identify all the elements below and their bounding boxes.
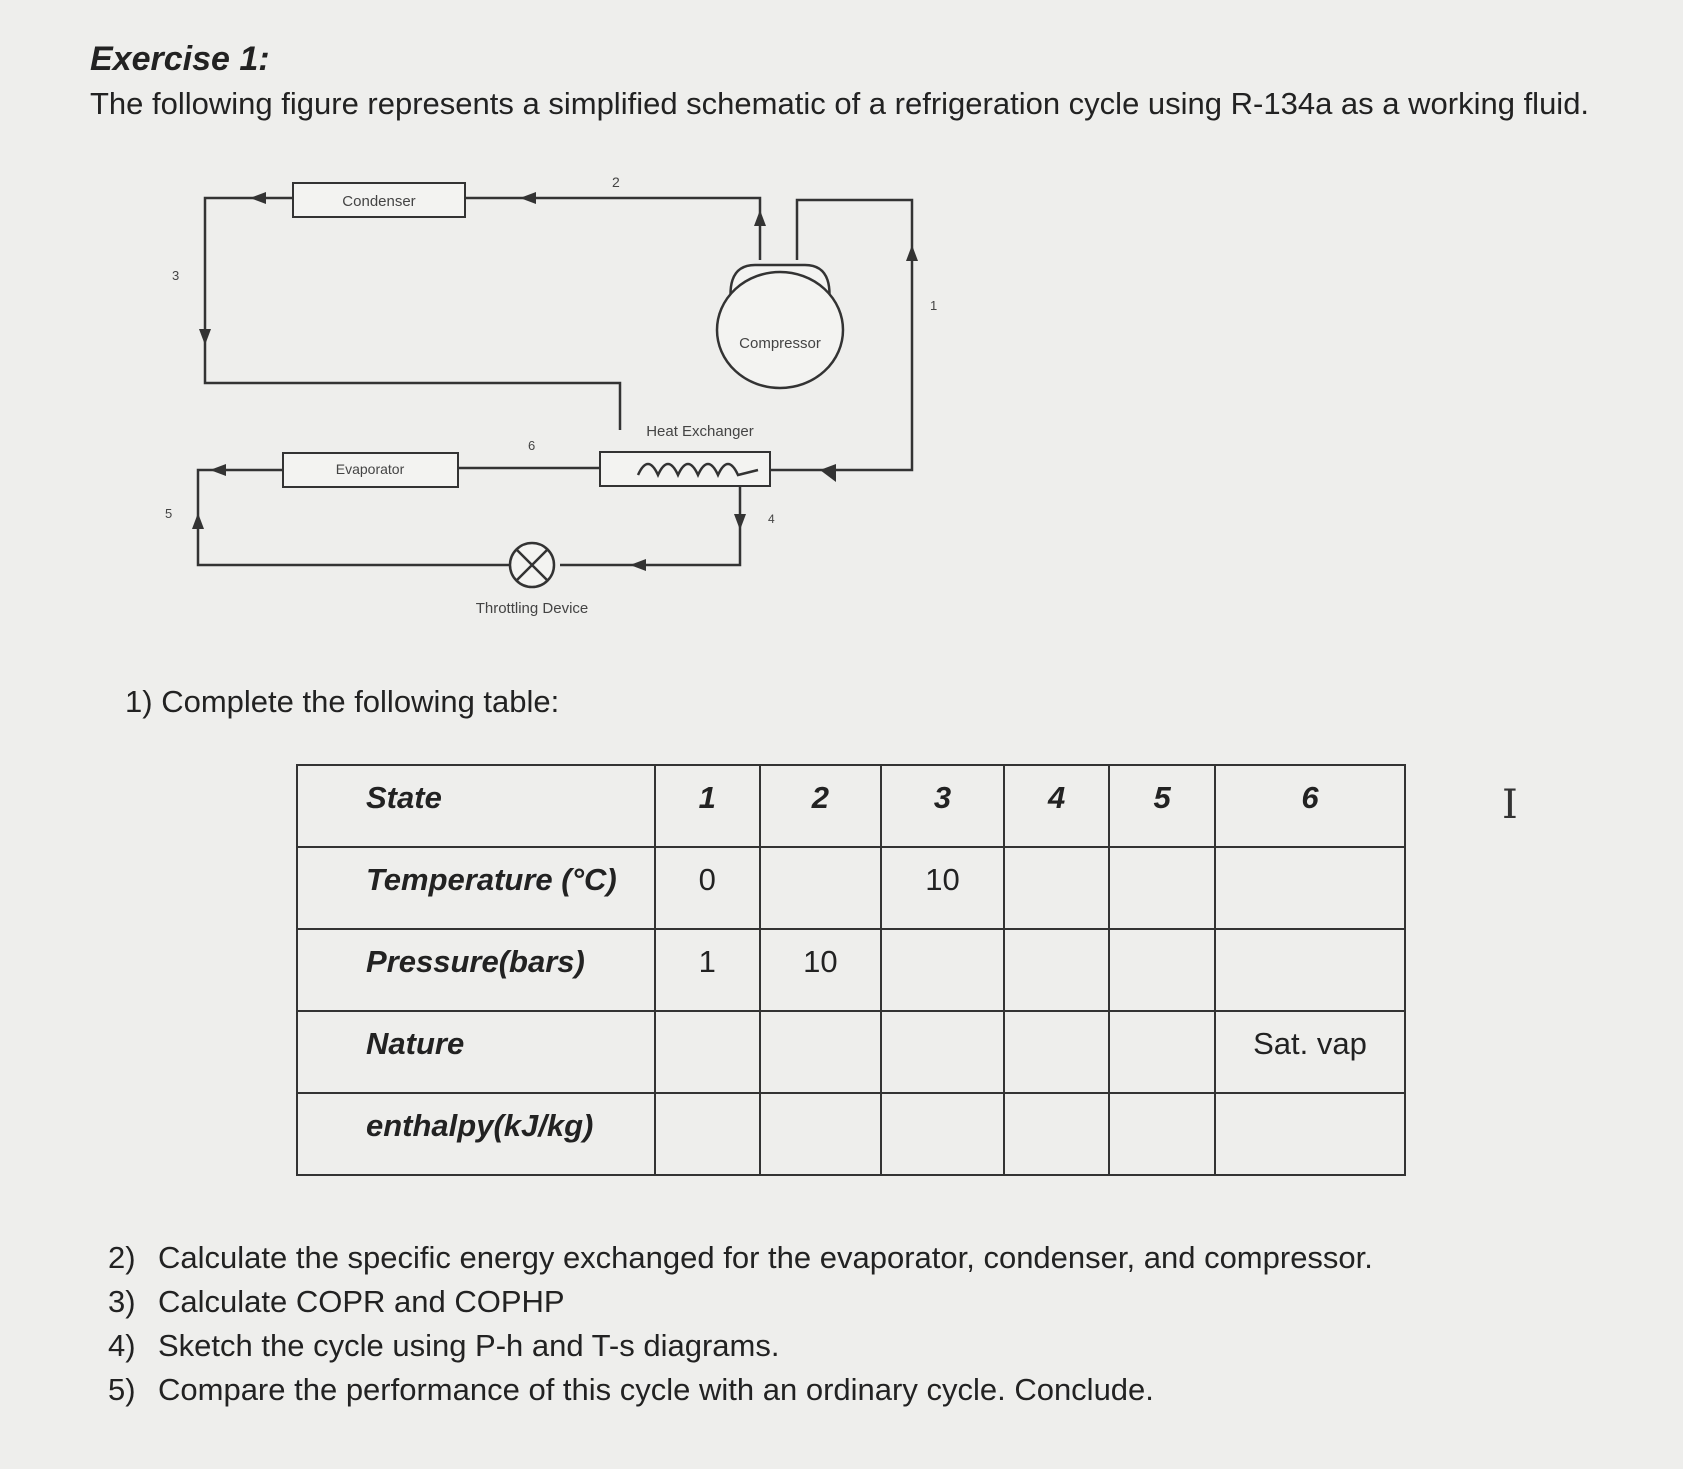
pipe-4: [560, 483, 740, 565]
cell-temperature-1[interactable]: 0: [655, 847, 760, 929]
question-5-text: Compare the performance of this cycle with an ordinary cycle. Conclude.: [158, 1372, 1154, 1407]
cell-nature-4[interactable]: [1004, 1011, 1110, 1093]
question-1: [125, 684, 559, 720]
question-list: [108, 1240, 1373, 1416]
cell-nature-3[interactable]: [881, 1011, 1004, 1093]
cell-nature-1[interactable]: [655, 1011, 760, 1093]
header-state-5: 5: [1109, 765, 1215, 847]
header-state-1: 1: [655, 765, 760, 847]
row-label-nature: Nature: [297, 1011, 655, 1093]
row-label-temperature: Temperature (°C): [297, 847, 655, 929]
table-row-temperature: [297, 847, 1405, 929]
exercise-title: Exercise 1:: [90, 40, 270, 78]
exercise-intro: The following figure represents a simplified schematic of a refrigeration cycle using R-134a as a working fluid.: [90, 86, 1590, 121]
heat-exchanger-label: Heat Exchanger: [646, 423, 754, 440]
compressor-label: Compressor: [739, 335, 821, 352]
arrow-6: [210, 464, 226, 476]
heat-exchanger-box: [600, 452, 770, 486]
cell-temperature-5[interactable]: [1109, 847, 1215, 929]
refrigeration-schematic: [160, 165, 960, 645]
question-2: [108, 1240, 1373, 1284]
header-state-4: 4: [1004, 765, 1110, 847]
header-state: State: [297, 765, 655, 847]
state-label-2: 2: [612, 174, 620, 190]
cell-nature-5[interactable]: [1109, 1011, 1215, 1093]
cell-temperature-6[interactable]: [1215, 847, 1405, 929]
state-label-6: 6: [528, 438, 536, 453]
cell-enthalpy-4[interactable]: [1004, 1093, 1110, 1175]
arrow-condenser-out: [250, 192, 266, 204]
arrow-comp-in: [754, 210, 766, 226]
cell-pressure-5[interactable]: [1109, 929, 1215, 1011]
state-label-4: 4: [768, 512, 775, 526]
text-cursor-icon: I: [1502, 782, 1518, 828]
cell-pressure-1[interactable]: 1: [655, 929, 760, 1011]
question-1-number: 1): [125, 684, 153, 719]
arrow-3: [199, 329, 211, 345]
arrow-2: [520, 192, 536, 204]
question-2-number: 2): [108, 1240, 136, 1275]
state-table: [296, 764, 1406, 1176]
question-2-text: Calculate the specific energy exchanged for the evaporator, condenser, and compressor.: [158, 1240, 1373, 1275]
cell-enthalpy-1[interactable]: [655, 1093, 760, 1175]
table-row-pressure: [297, 929, 1405, 1011]
cell-nature-2[interactable]: [760, 1011, 882, 1093]
question-5: [108, 1372, 1373, 1416]
header-state-2: 2: [760, 765, 882, 847]
cell-pressure-3[interactable]: [881, 929, 1004, 1011]
question-4-number: 4): [108, 1328, 136, 1363]
cell-temperature-4[interactable]: [1004, 847, 1110, 929]
cell-enthalpy-5[interactable]: [1109, 1093, 1215, 1175]
cell-pressure-6[interactable]: [1215, 929, 1405, 1011]
cell-nature-6[interactable]: Sat. vap: [1215, 1011, 1405, 1093]
pipe-2: [465, 198, 760, 260]
condenser-label: Condenser: [342, 193, 416, 210]
table-header-row: [297, 765, 1405, 847]
state-label-3: 3: [172, 268, 180, 283]
question-3-text: Calculate COPR and COPHP: [158, 1284, 565, 1319]
arrow-5-up: [192, 513, 204, 529]
question-3: [108, 1284, 1373, 1328]
state-label-1: 1: [930, 298, 938, 313]
cell-enthalpy-2[interactable]: [760, 1093, 882, 1175]
cell-temperature-3[interactable]: 10: [881, 847, 1004, 929]
cell-enthalpy-6[interactable]: [1215, 1093, 1405, 1175]
question-3-number: 3): [108, 1284, 136, 1319]
table-row-enthalpy: [297, 1093, 1405, 1175]
arrow-4: [734, 514, 746, 530]
evaporator-label: Evaporator: [335, 461, 405, 477]
question-4: [108, 1328, 1373, 1372]
cell-pressure-4[interactable]: [1004, 929, 1110, 1011]
arrow-4-left: [630, 559, 646, 571]
question-1-text: Complete the following table:: [161, 684, 560, 719]
row-label-enthalpy: enthalpy(kJ/kg): [297, 1093, 655, 1175]
row-label-pressure: Pressure(bars): [297, 929, 655, 1011]
compressor-shape: [717, 272, 843, 388]
arrow-1-left: [820, 464, 836, 482]
header-state-3: 3: [881, 765, 1004, 847]
cell-temperature-2[interactable]: [760, 847, 882, 929]
arrow-1-up: [906, 245, 918, 261]
question-4-text: Sketch the cycle using P-h and T-s diagrams.: [158, 1328, 780, 1363]
cell-pressure-2[interactable]: 10: [760, 929, 882, 1011]
pipe-condenser-left: [205, 198, 620, 430]
cell-enthalpy-3[interactable]: [881, 1093, 1004, 1175]
state-label-5: 5: [165, 506, 173, 521]
header-state-6: 6: [1215, 765, 1405, 847]
question-5-number: 5): [108, 1372, 136, 1407]
throttling-label: Throttling Device: [475, 600, 589, 617]
table-row-nature: [297, 1011, 1405, 1093]
